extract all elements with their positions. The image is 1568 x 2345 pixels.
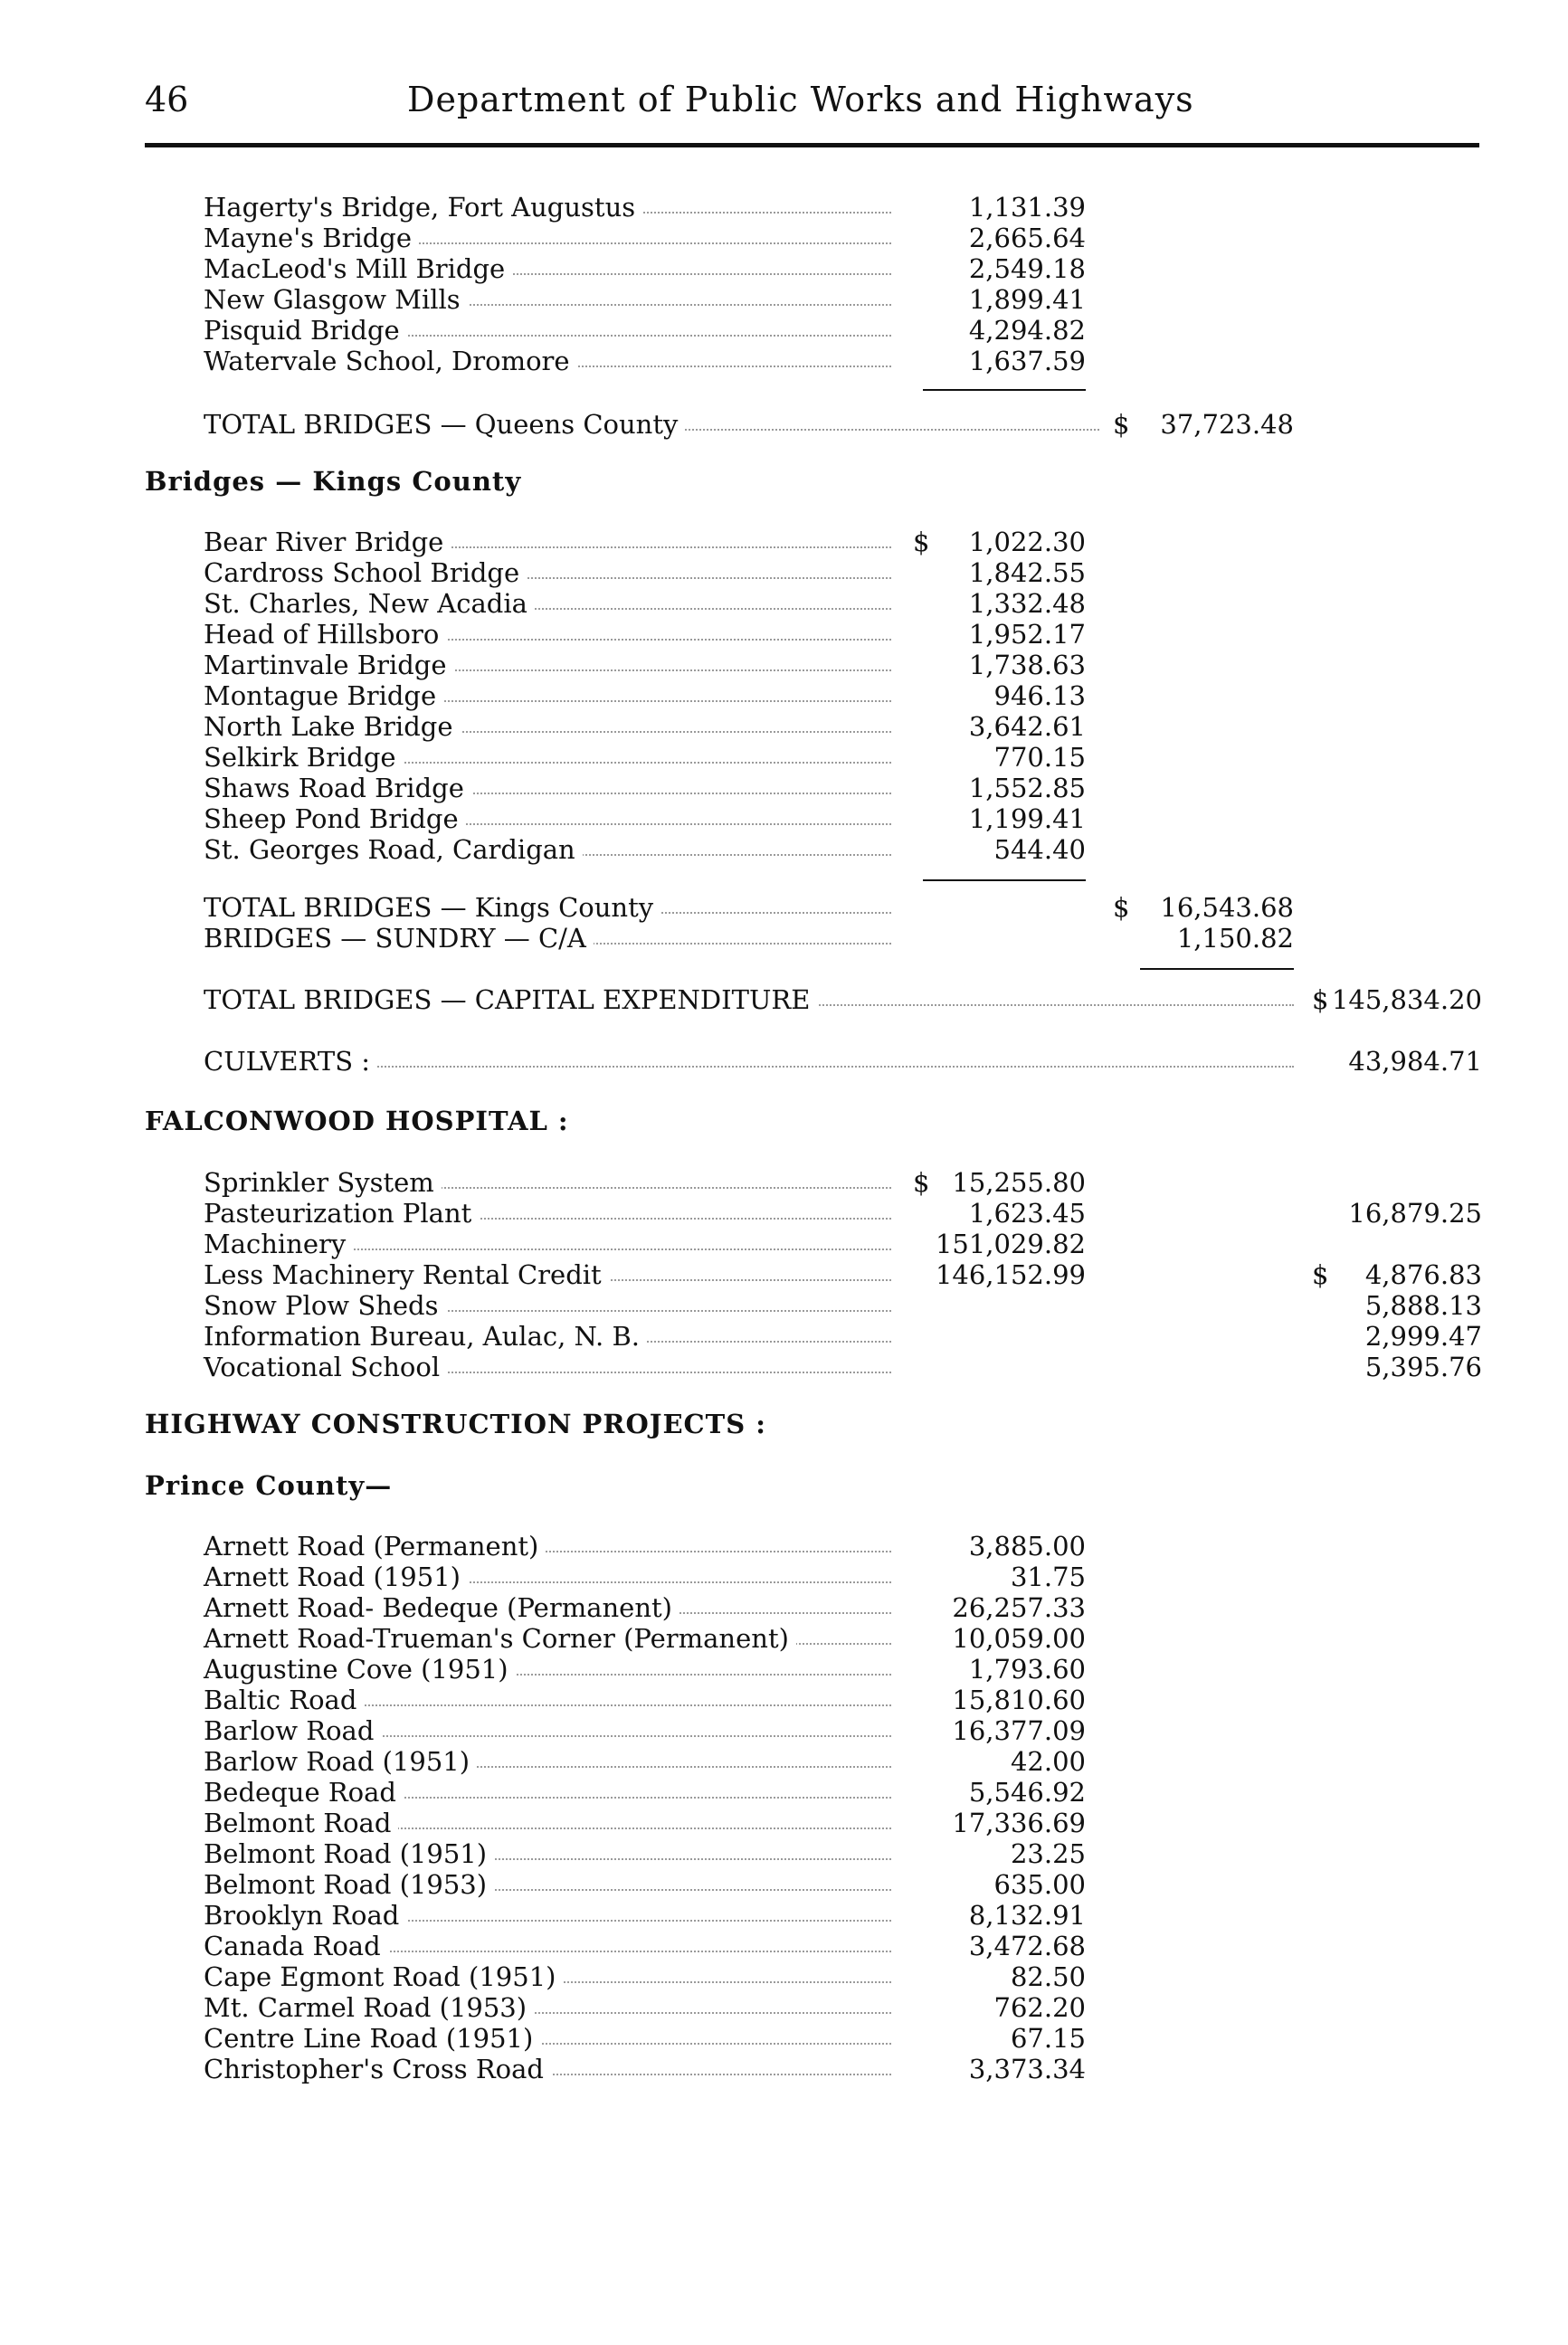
entry-label: Brooklyn Road [204,1900,406,1931]
entry-amount: 5,546.92 [968,1777,1086,1808]
entry-label: Montague Bridge [204,680,443,711]
queens-bridge-row [0,346,1568,376]
kings-county-heading: Bridges — Kings County [145,466,522,497]
entry-label: Shaws Road Bridge [204,773,471,803]
entry-label: Cape Egmont Road (1951) [204,1961,563,1992]
prince-road-row [0,1777,1568,1808]
prince-road-row [0,1685,1568,1715]
entry-amount: 16,377.09 [952,1715,1086,1746]
falconwood-row [0,1167,1568,1198]
entry-label: Less Machinery Rental Credit [204,1259,609,1290]
entry-label: Baltic Road [204,1685,364,1715]
queens-bridge-row [0,284,1568,315]
subtotal-amount: 1,150.82 [1176,923,1294,954]
entry-amount: 1,637.59 [968,346,1086,376]
subtotal-amount: 37,723.48 [1160,409,1294,440]
falconwood-row [0,1290,1568,1321]
entry-label: TOTAL BRIDGES — CAPITAL EXPENDITURE [204,984,817,1015]
entry-label: Sheep Pond Bridge [204,803,466,834]
entry-label: Head of Hillsboro [204,619,446,650]
entry-label: Augustine Cove (1951) [204,1654,516,1685]
entry-label: Arnett Road (1951) [204,1562,468,1592]
queens-bridge-row [0,223,1568,253]
falconwood-row [0,1229,1568,1259]
running-title: Department of Public Works and Highways [407,80,1194,119]
currency-sign: $ [1113,892,1130,923]
total-amount: 4,876.83 [1364,1259,1482,1290]
falconwood-heading: FALCONWOOD HOSPITAL : [145,1106,569,1136]
prince-road-row [0,1623,1568,1654]
entry-amount: 3,642.61 [968,711,1086,742]
kings-bridge-row [0,711,1568,742]
capital-total-row [0,984,1568,1015]
prince-road-row [0,1992,1568,2023]
kings-bridge-row [0,742,1568,773]
entry-amount: 151,029.82 [935,1229,1086,1259]
entry-amount: 635.00 [993,1869,1086,1900]
kings-bridge-row [0,557,1568,588]
entry-label: Snow Plow Sheds [204,1290,446,1321]
kings-bridge-row [0,773,1568,803]
kings-total-row [0,892,1568,923]
entry-amount: 1,332.48 [968,588,1086,619]
queens-bridge-row [0,253,1568,284]
entry-label: Vocational School [204,1352,447,1382]
currency-sign: $ [913,1167,930,1198]
total-amount: 5,395.76 [1364,1352,1482,1382]
entry-label: Christopher's Cross Road [204,2054,551,2084]
entry-label: Belmont Road (1951) [204,1838,494,1869]
entry-label: MacLeod's Mill Bridge [204,253,512,284]
entry-label: Cardross School Bridge [204,557,527,588]
entry-label: Arnett Road (Permanent) [204,1531,546,1562]
entry-label: Centre Line Road (1951) [204,2023,540,2054]
falconwood-row [0,1352,1568,1382]
sundry-row [0,923,1568,954]
subtotal-rule [923,389,1086,391]
prince-road-row [0,1961,1568,1992]
entry-amount: 67.15 [1010,2023,1086,2054]
entry-label: Sprinkler System [204,1167,442,1198]
total-amount: 5,888.13 [1364,1290,1482,1321]
kings-bridge-row [0,834,1568,865]
entry-amount: 762.20 [993,1992,1086,2023]
entry-label: North Lake Bridge [204,711,461,742]
entry-label: St. Charles, New Acadia [204,588,535,619]
kings-bridge-row [0,619,1568,650]
entry-label: Canada Road [204,1931,388,1961]
entry-label: Barlow Road [204,1715,381,1746]
entry-label: Pisquid Bridge [204,315,407,346]
prince-road-row [0,1592,1568,1623]
entry-label: CULVERTS : [204,1046,377,1077]
entry-amount: 770.15 [993,742,1086,773]
header-rule [145,143,1479,147]
entry-label: Belmont Road (1953) [204,1869,494,1900]
total-amount: 145,834.20 [1331,984,1482,1015]
entry-label: Belmont Road [204,1808,398,1838]
entry-amount: 31.75 [1010,1562,1086,1592]
entry-amount: 23.25 [1010,1838,1086,1869]
entry-amount: 1,842.55 [968,557,1086,588]
total-amount: 16,879.25 [1348,1198,1482,1229]
prince-county-heading: Prince County— [145,1470,393,1501]
subtotal-rule [923,879,1086,881]
highway-heading: HIGHWAY CONSTRUCTION PROJECTS : [145,1409,766,1439]
entry-amount: 2,665.64 [968,223,1086,253]
queens-bridge-row [0,192,1568,223]
entry-label: TOTAL BRIDGES — Queens County [204,409,685,440]
entry-amount: 26,257.33 [952,1592,1086,1623]
entry-label: Hagerty's Bridge, Fort Augustus [204,192,642,223]
entry-label: TOTAL BRIDGES — Kings County [204,892,660,923]
entry-amount: 17,336.69 [952,1808,1086,1838]
entry-label: Bear River Bridge [204,527,451,557]
entry-amount: 544.40 [993,834,1086,865]
entry-label: Barlow Road (1951) [204,1746,477,1777]
entry-amount: 146,152.99 [935,1259,1086,1290]
culverts-row [0,1046,1568,1077]
entry-label: Information Bureau, Aulac, N. B. [204,1321,647,1352]
entry-amount: 15,255.80 [952,1167,1086,1198]
entry-amount: 946.13 [993,680,1086,711]
entry-label: Mayne's Bridge [204,223,419,253]
prince-road-row [0,1715,1568,1746]
entry-label: Bedeque Road [204,1777,404,1808]
kings-bridge-row [0,588,1568,619]
prince-road-row [0,1869,1568,1900]
entry-amount: 2,549.18 [968,253,1086,284]
prince-road-row [0,1900,1568,1931]
queens-bridge-row [0,315,1568,346]
entry-amount: 8,132.91 [968,1900,1086,1931]
page-header [145,80,1479,127]
prince-road-row [0,1838,1568,1869]
entry-amount: 1,793.60 [968,1654,1086,1685]
prince-road-row [0,1746,1568,1777]
entry-label: Selkirk Bridge [204,742,404,773]
prince-road-row [0,2023,1568,2054]
entry-amount: 1,738.63 [968,650,1086,680]
currency-sign: $ [1312,984,1329,1015]
prince-road-row [0,1562,1568,1592]
entry-amount: 3,472.68 [968,1931,1086,1961]
prince-road-row [0,1654,1568,1685]
entry-amount: 1,199.41 [968,803,1086,834]
entry-amount: 1,131.39 [968,192,1086,223]
entry-label: Arnett Road- Bedeque (Permanent) [204,1592,679,1623]
entry-amount: 1,552.85 [968,773,1086,803]
kings-bridge-row [0,527,1568,557]
entry-amount: 42.00 [1010,1746,1086,1777]
falconwood-row [0,1321,1568,1352]
kings-bridge-row [0,680,1568,711]
queens-total-row [0,409,1568,440]
currency-sign: $ [1312,1259,1329,1290]
prince-road-row [0,1931,1568,1961]
subtotal-amount: 16,543.68 [1160,892,1294,923]
entry-label: Martinvale Bridge [204,650,454,680]
entry-label: St. Georges Road, Cardigan [204,834,583,865]
entry-amount: 1,952.17 [968,619,1086,650]
page-number: 46 [145,80,189,119]
entry-label: Pasteurization Plant [204,1198,479,1229]
entry-amount: 10,059.00 [952,1623,1086,1654]
entry-amount: 15,810.60 [952,1685,1086,1715]
entry-amount: 4,294.82 [968,315,1086,346]
entry-amount: 3,373.34 [968,2054,1086,2084]
currency-sign: $ [1113,409,1130,440]
currency-sign: $ [913,527,930,557]
entry-label: Mt. Carmel Road (1953) [204,1992,534,2023]
entry-label: BRIDGES — SUNDRY — C/A [204,923,594,954]
kings-bridge-row [0,803,1568,834]
entry-amount: 1,623.45 [968,1198,1086,1229]
entry-amount: 1,899.41 [968,284,1086,315]
total-amount: 2,999.47 [1364,1321,1482,1352]
entry-amount: 3,885.00 [968,1531,1086,1562]
falconwood-row [0,1198,1568,1229]
subtotal-rule [1140,968,1294,970]
entry-label: Arnett Road-Trueman's Corner (Permanent) [204,1623,796,1654]
total-amount: 43,984.71 [1348,1046,1482,1077]
prince-road-row [0,2054,1568,2084]
entry-label: Watervale School, Dromore [204,346,577,376]
entry-amount: 1,022.30 [968,527,1086,557]
entry-label: New Glasgow Mills [204,284,468,315]
falconwood-row [0,1259,1568,1290]
kings-bridge-row [0,650,1568,680]
entry-label: Machinery [204,1229,353,1259]
prince-road-row [0,1531,1568,1562]
prince-road-row [0,1808,1568,1838]
entry-amount: 82.50 [1010,1961,1086,1992]
